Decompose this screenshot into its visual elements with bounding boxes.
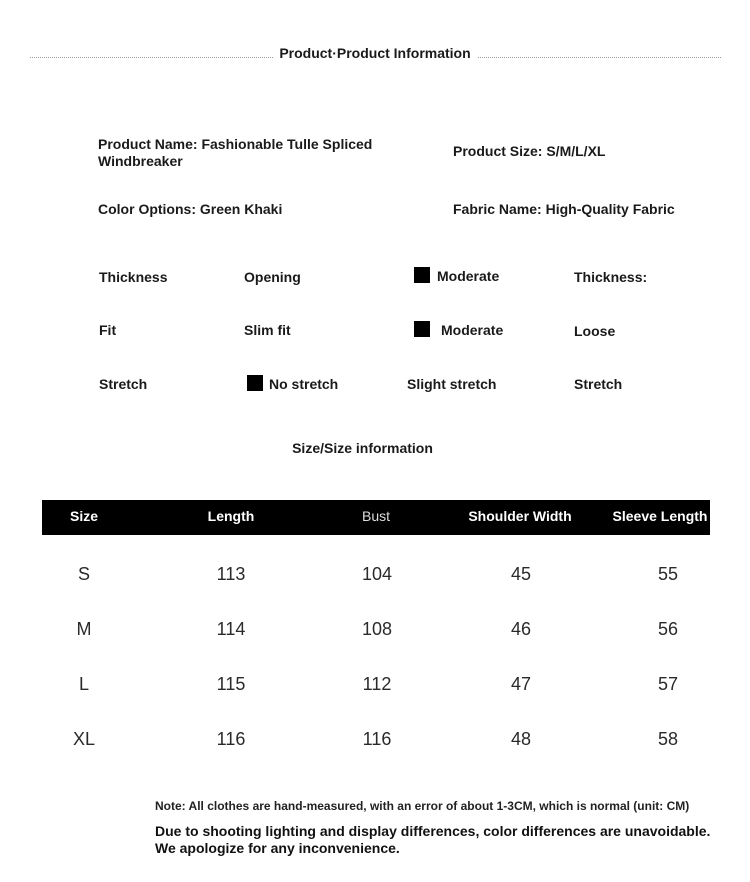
column-header-size: Size	[69, 508, 99, 524]
thickness-option-moderate	[414, 267, 499, 285]
cell-length: 115	[216, 674, 246, 694]
cell-shoulder-width: 45	[510, 564, 532, 584]
column-header-length: Length	[207, 508, 255, 524]
color-disclaimer-line-2: We apologize for any inconvenience.	[155, 840, 400, 856]
color-options: Color Options: Green Khaki	[98, 201, 283, 217]
fit-option-slim: Slim fit	[244, 322, 291, 338]
color-disclaimer-line-1: Due to shooting lighting and display differences, color differences are unavoidable.	[155, 823, 711, 839]
stretch-option-none-label: No stretch	[269, 376, 339, 392]
cell-bust: 108	[361, 619, 393, 639]
thickness-option-opening: Opening	[244, 269, 301, 285]
fit-option-loose: Loose	[574, 323, 616, 339]
cell-size: S	[77, 564, 91, 584]
column-header-shoulder-width: Shoulder Width	[468, 508, 572, 524]
cell-sleeve-length: 56	[657, 619, 679, 639]
cell-sleeve-length: 57	[657, 674, 679, 694]
thickness-label: Thickness	[99, 269, 168, 285]
cell-shoulder-width: 46	[510, 619, 532, 639]
cell-shoulder-width: 47	[510, 674, 532, 694]
cell-shoulder-width: 48	[510, 729, 532, 749]
cell-length: 114	[216, 619, 246, 639]
page-title: Product·Product Information	[279, 45, 471, 61]
size-section-title: Size/Size information	[292, 440, 433, 456]
cell-size: XL	[72, 729, 96, 749]
stretch-option-none	[247, 375, 338, 393]
cell-bust: 112	[362, 674, 392, 694]
fit-label: Fit	[99, 322, 117, 338]
stretch-option-slight: Slight stretch	[407, 376, 497, 392]
product-size: Product Size: S/M/L/XL	[453, 143, 606, 159]
thickness-option-moderate-label: Moderate	[437, 268, 500, 284]
column-header-bust: Bust	[361, 508, 391, 524]
stretch-label: Stretch	[99, 376, 148, 392]
cell-sleeve-length: 55	[657, 564, 679, 584]
measurement-note: Note: All clothes are hand-measured, with an error of about 1-3CM, which is normal (unit: CM)	[155, 799, 690, 813]
selected-marker-icon	[414, 321, 430, 337]
selected-marker-icon	[414, 267, 430, 283]
selected-marker-icon	[247, 375, 263, 391]
cell-length: 116	[216, 729, 246, 749]
column-header-sleeve-length: Sleeve Length	[612, 508, 708, 524]
color-disclaimer	[155, 823, 710, 857]
fit-option-moderate	[414, 321, 503, 339]
cell-sleeve-length: 58	[657, 729, 679, 749]
fit-option-moderate-label: Moderate	[441, 322, 504, 338]
cell-bust: 116	[362, 729, 392, 749]
product-name: Product Name: Fashionable Tulle Spliced Windbreaker	[98, 136, 373, 169]
thickness-option-thick: Thickness:	[574, 269, 648, 285]
cell-size: L	[78, 674, 90, 694]
fabric-name: Fabric Name: High-Quality Fabric	[453, 201, 675, 217]
size-table-header	[42, 500, 710, 535]
cell-bust: 104	[361, 564, 393, 584]
cell-size: M	[76, 619, 92, 639]
cell-length: 113	[216, 564, 246, 584]
stretch-option-stretch: Stretch	[574, 376, 623, 392]
